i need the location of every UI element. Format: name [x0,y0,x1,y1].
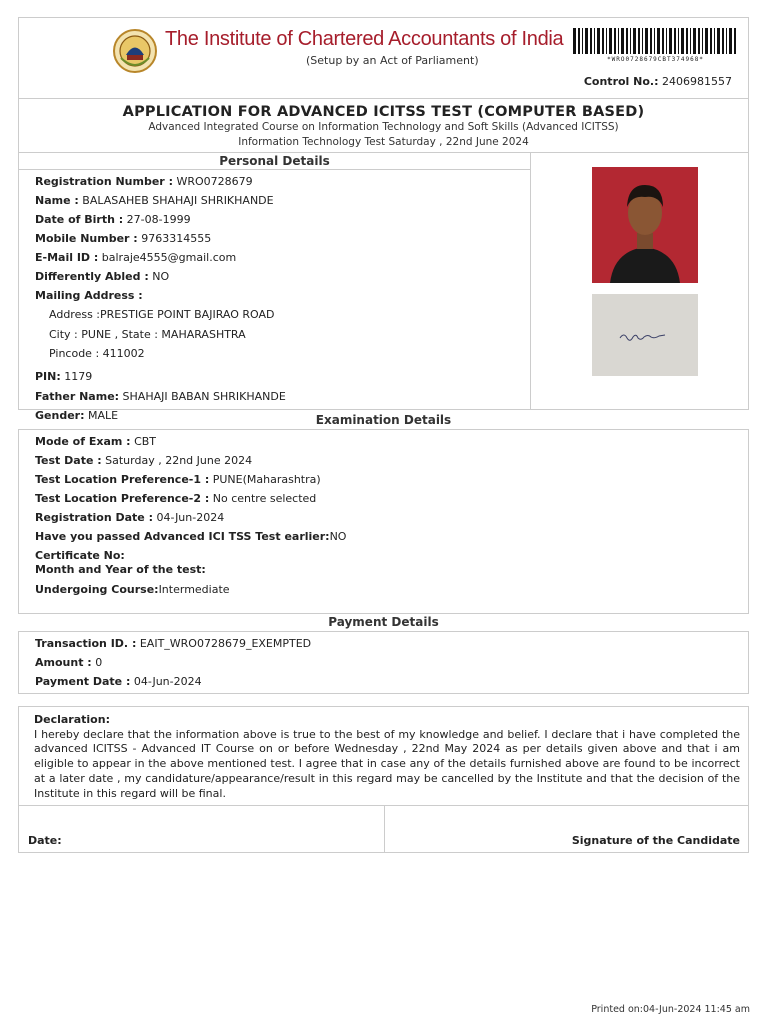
barcode-bar [614,28,616,54]
barcode-bar [686,28,688,54]
passed-earlier-row [35,530,346,543]
field-value: PUNE(Maharashtra) [212,473,321,486]
field-label: Transaction ID. : [35,637,137,650]
candidate-signature-image [592,294,698,376]
declaration-heading: Declaration: [34,713,110,726]
barcode-bar [638,28,640,54]
barcode-bar [621,28,624,54]
page-title: APPLICATION FOR ADVANCED ICITSS TEST (COMPUTER BASED) [122,104,645,120]
institute-name: The Institute of Chartered Accountants of India [165,28,564,50]
printed-on: Printed on:04-Jun-2024 11:45 am [591,1004,750,1015]
barcode-bar [585,28,588,54]
field-value: 04-Jun-2024 [156,511,225,524]
month-year-row [35,563,206,576]
institute-subtitle: (Setup by an Act of Parliament) [306,54,479,67]
pincode-line: Pincode : 411002 [49,347,145,360]
barcode-bar [650,28,652,54]
field-label: Name : [35,194,79,207]
field-value: 04-Jun-2024 [133,675,202,688]
declaration-text: I hereby declare that the information above is true to the best of my knowledge and belief. I declare that i have completed the advanced ICITSS - Advanced IT Course on or before Wednesday , 22nd May 2024 as per details given above and that i am eligible to appear in the above mentioned test. I agree that in case any of the details furnished above are found to be incorrect at a later date , my candidature/appearance/result in this regard may be cancelled by the Institute and that the decision of the Institute in this regard will be final. [34,727,740,800]
personal-details-panel [19,153,531,409]
barcode-bar [669,28,672,54]
icai-logo [112,28,158,74]
field-value: WRO0728679 [176,175,253,188]
field-label: Gender: [35,409,85,422]
dob-row [35,213,191,226]
barcode-bar [590,28,592,54]
declaration-section [18,706,749,853]
barcode-bar [626,28,628,54]
footer-divider [384,806,385,852]
field-label: Date of Birth : [35,213,124,226]
undergoing-course-row [35,583,230,596]
field-value: balraje4555@gmail.com [101,251,237,264]
payment-details-section [18,631,749,694]
personal-details-heading: Personal Details [19,153,530,170]
barcode-bar [722,28,724,54]
barcode-bar [645,28,648,54]
gender-row [35,409,118,422]
title-line-1: Advanced Integrated Course on Information Technology and Soft Skills (Advanced ICITSS) [148,121,619,133]
registration-number-row [35,175,253,188]
field-label: Amount : [35,656,92,669]
field-value: BALASAHEB SHAHAJI SHRIKHANDE [82,194,274,207]
barcode-bar [662,28,664,54]
barcode-bar [678,28,679,54]
barcode-bar [717,28,720,54]
field-label: Father Name: [35,390,120,403]
field-label: Registration Date : [35,511,153,524]
field-value: Intermediate [158,583,230,596]
field-label: Mode of Exam : [35,435,131,448]
test-date-row [35,454,252,467]
barcode-bar [726,28,727,54]
barcode-bar [630,28,631,54]
barcode-text: *WRO0728679CBT374968* [607,56,704,63]
title-line-2: Information Technology Test Saturday , 22nd June 2024 [238,136,529,148]
form-header [18,17,749,98]
father-name-row [35,390,286,403]
barcode-bar [633,28,636,54]
location-1-row [35,473,321,486]
barcode-bar [657,28,660,54]
barcode-bar [710,28,712,54]
barcode-bar [714,28,715,54]
field-label: Mailing Address : [35,289,143,302]
field-value: 1179 [64,370,93,383]
field-label: Payment Date : [35,675,131,688]
field-label: Differently Abled : [35,270,149,283]
barcode-bar [602,28,604,54]
mode-row [35,435,156,448]
barcode-bar [609,28,612,54]
address-line: Address :PRESTIGE POINT BAJIRAO ROAD [49,308,275,321]
field-value: 9763314555 [141,232,212,245]
barcode-bar [594,28,595,54]
registration-date-row [35,511,224,524]
field-value: NO [152,270,170,283]
field-value: Saturday , 22nd June 2024 [105,454,253,467]
title-block [18,98,749,152]
declaration-footer [19,805,748,852]
field-label: Certificate No: [35,549,125,562]
field-label: Test Location Preference-2 : [35,492,210,505]
differently-abled-row [35,270,169,283]
barcode-bar [681,28,684,54]
field-value: NO [329,530,347,543]
mobile-row [35,232,211,245]
barcode-bar [666,28,667,54]
barcode-bar [734,28,736,54]
payment-details-heading: Payment Details [328,615,439,629]
field-label: Undergoing Course: [35,583,159,596]
barcode-bar [642,28,643,54]
control-value: 2406981557 [662,75,732,88]
name-row [35,194,274,207]
field-label: Registration Number : [35,175,173,188]
field-label: E-Mail ID : [35,251,99,264]
person-icon [592,167,698,283]
certificate-row [35,549,125,562]
examination-details-section [18,429,749,614]
field-value: EAIT_WRO0728679_EXEMPTED [139,637,312,650]
field-value: CBT [134,435,157,448]
barcode-bar [690,28,691,54]
barcode-bar [674,28,676,54]
barcode-bar [693,28,696,54]
pin-row [35,370,92,383]
barcode-bar [618,28,619,54]
field-label: Have you passed Advanced ICI TSS Test earlier: [35,530,330,543]
barcode-bar [597,28,600,54]
field-value: 0 [95,656,103,669]
declaration-body [19,707,748,805]
field-label: Month and Year of the test: [35,563,206,576]
field-label: Mobile Number : [35,232,138,245]
application-form [18,17,749,853]
field-value: No centre selected [212,492,317,505]
barcode-bar [705,28,708,54]
barcode-bar [606,28,607,54]
amount-row [35,656,102,669]
barcode-bar [702,28,703,54]
control-label: Control No.: [583,75,659,88]
barcode-bar [573,28,576,54]
field-value: MALE [87,409,119,422]
location-2-row [35,492,316,505]
barcode [573,28,738,54]
field-value: 27-08-1999 [126,213,191,226]
barcode-bar [654,28,655,54]
transaction-id-row [35,637,311,650]
signature-scribble [592,294,698,376]
signature-label: Signature of the Candidate [571,834,740,848]
barcode-bar [729,28,732,54]
barcode-bar [578,28,580,54]
email-row [35,251,236,264]
mailing-address-label-row [35,289,143,302]
field-label: Test Date : [35,454,102,467]
candidate-photo [592,167,698,283]
field-label: PIN: [35,370,61,383]
examination-details-heading: Examination Details [315,413,452,427]
date-label: Date: [28,834,62,848]
control-number [584,75,732,88]
city-state-line: City : PUNE , State : MAHARASHTRA [49,328,246,341]
barcode-bar [698,28,700,54]
field-value: SHAHAJI BABAN SHRIKHANDE [122,390,286,403]
barcode-bar [582,28,583,54]
payment-date-row [35,675,202,688]
field-label: Test Location Preference-1 : [35,473,210,486]
